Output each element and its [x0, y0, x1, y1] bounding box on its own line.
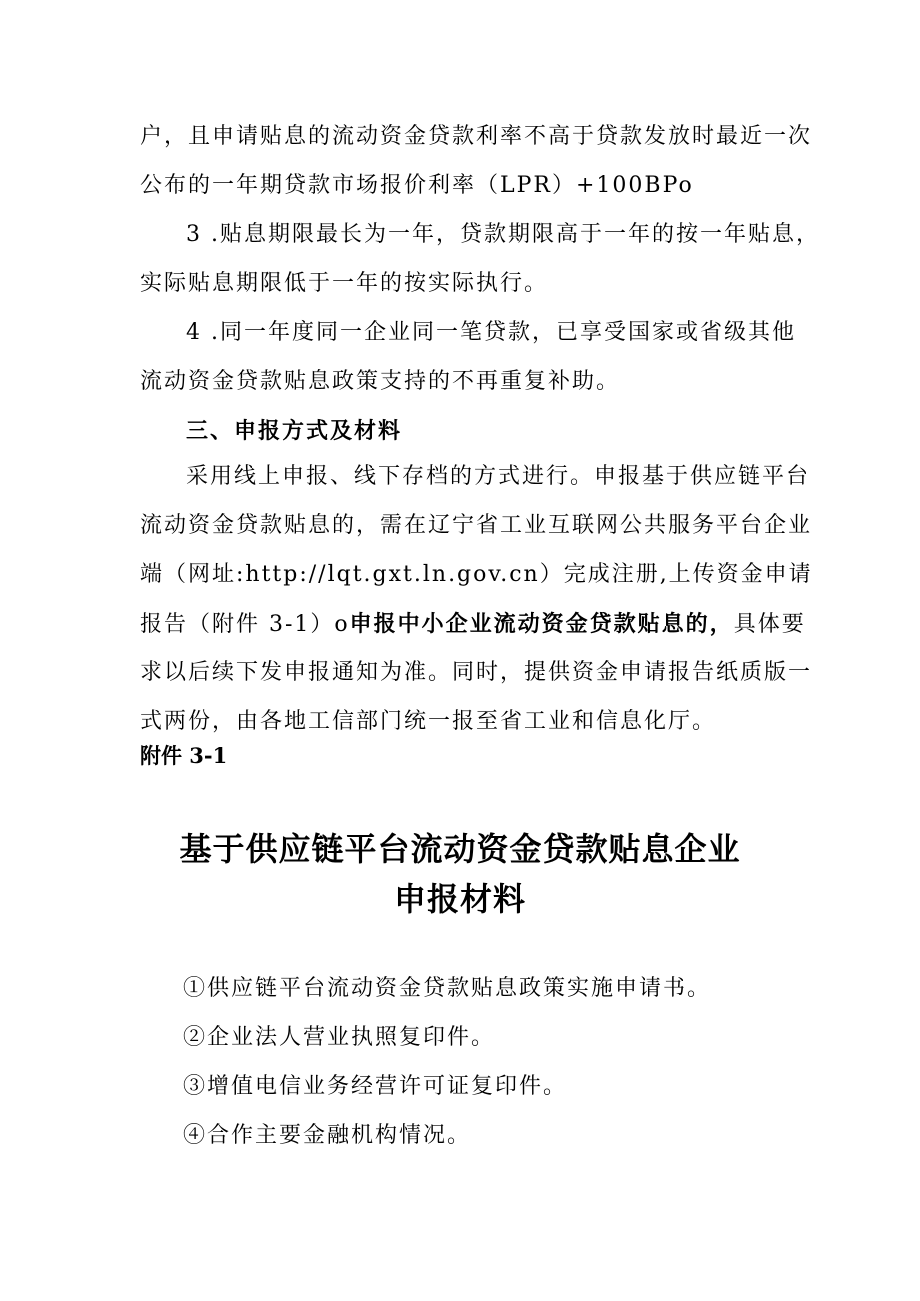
- paragraph-line: 端（网址:http://lqt.gxt.ln.gov.cn）完成注册,上传资金申请: [140, 562, 813, 587]
- paragraph-line: 实际贴息期限低于一年的按实际执行。: [140, 271, 549, 296]
- list-item: ②企业法人营业执照复印件。: [183, 1025, 496, 1050]
- paragraph-line: 采用线上申报、线下存档的方式进行。申报基于供应链平台: [186, 464, 811, 489]
- paragraph-line: 户，且申请贴息的流动资金贷款利率不高于贷款发放时最近一次: [140, 124, 813, 149]
- attachment-title-line1: 基于供应链平台流动资金贷款贴息企业: [179, 830, 741, 868]
- section-heading: 三、申报方式及材料: [186, 418, 403, 444]
- line-segment: 具体要: [733, 612, 806, 637]
- attachment-title-line2: 申报材料: [393, 880, 526, 918]
- attachment-label: 附件 3-1: [140, 743, 228, 768]
- line-segment: 报告（附件 3-1）o: [140, 612, 350, 637]
- list-item: ③增值电信业务经营许可证复印件。: [183, 1074, 568, 1099]
- paragraph-line: 4 .同一年度同一企业同一笔贷款，已享受国家或省级其他: [186, 320, 796, 345]
- paragraph-line: 公布的一年期贷款市场报价利率（LPR）+100BPo: [140, 173, 694, 198]
- list-item: ①供应链平台流动资金贷款贴息政策实施申请书。: [183, 976, 712, 1001]
- paragraph-line: [140, 609, 806, 640]
- paragraph-line: 求以后续下发申报通知为准。同时，提供资金申请报告纸质版一: [140, 660, 813, 685]
- paragraph-line: 3 .贴息期限最长为一年，贷款期限高于一年的按一年贴息，: [186, 222, 820, 247]
- paragraph-line: 流动资金贷款贴息的，需在辽宁省工业互联网公共服务平台企业: [140, 513, 813, 538]
- bold-segment: 申报中小企业流动资金贷款贴息的，: [349, 611, 734, 637]
- paragraph-line: 流动资金贷款贴息政策支持的不再重复补助。: [140, 369, 621, 394]
- list-item: ④合作主要金融机构情况。: [183, 1123, 472, 1148]
- paragraph-line: 式两份，由各地工信部门统一报至省工业和信息化厅。: [140, 709, 717, 734]
